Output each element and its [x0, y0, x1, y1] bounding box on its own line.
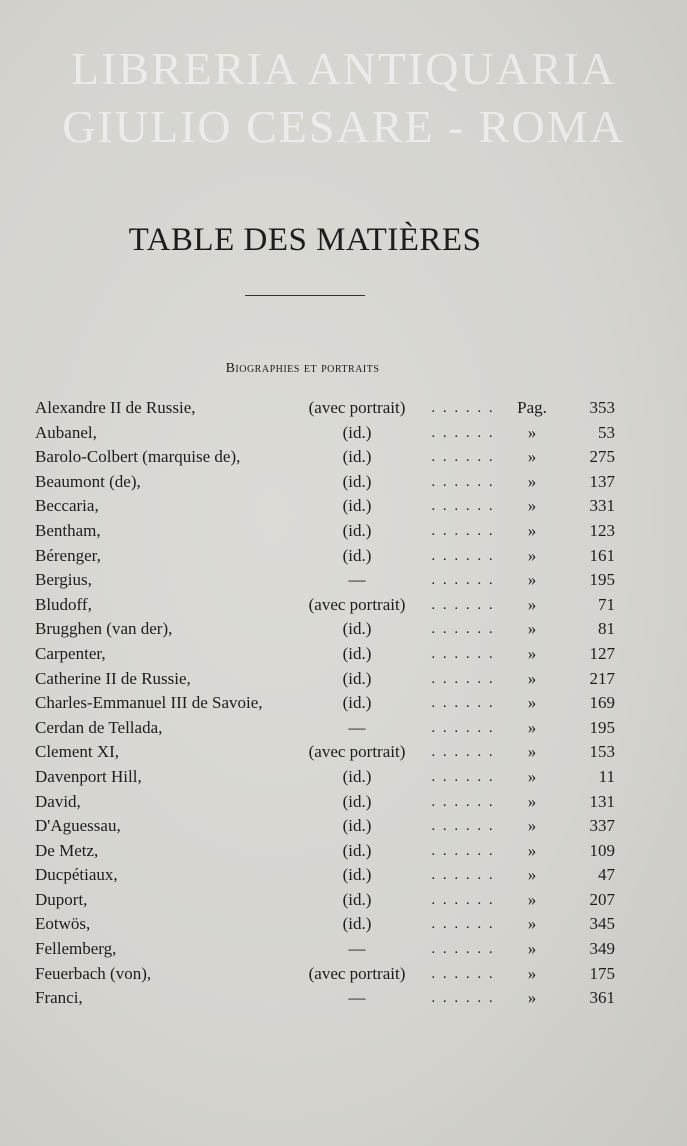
entry-name: Beaumont (de),	[35, 471, 141, 491]
page-number: 153	[589, 742, 615, 762]
page-ref-marker: »	[527, 643, 537, 663]
toc-entry	[35, 765, 615, 790]
entry-name: Davenport Hill,	[35, 766, 142, 786]
page-title: TABLE DES MATIÈRES	[128, 222, 482, 258]
entry-note: (id.)	[342, 816, 372, 836]
leader-dots: . . . . . .	[431, 670, 495, 687]
leader-dots: . . . . . .	[431, 891, 495, 908]
page-ref-marker: »	[527, 988, 537, 1008]
entry-note: (id.)	[342, 791, 372, 811]
leader-dots: . . . . . .	[431, 842, 495, 859]
page-ref-marker: »	[527, 668, 537, 688]
entry-note: (avec portrait)	[308, 742, 406, 762]
watermark	[20, 40, 667, 156]
page-ref-marker: »	[527, 791, 537, 811]
page-number: 337	[589, 816, 615, 836]
entry-note: (id.)	[342, 447, 372, 467]
entry-name: Brugghen (van der),	[35, 619, 173, 639]
entry-note: —	[348, 988, 366, 1008]
entry-note: (id.)	[342, 619, 372, 639]
page-ref-marker: »	[527, 496, 537, 516]
page-ref-marker: »	[527, 766, 537, 786]
toc-entry	[35, 667, 615, 692]
entry-name: Charles-Emmanuel III de Savoie,	[35, 693, 263, 713]
entry-note: —	[348, 717, 366, 737]
page-ref-marker: »	[527, 840, 537, 860]
page-ref-marker: »	[527, 889, 537, 909]
entry-note: (avec portrait)	[308, 398, 406, 417]
page-ref-marker: »	[527, 816, 537, 836]
page-ref-marker: »	[527, 619, 537, 639]
entry-note: (id.)	[342, 693, 372, 713]
toc-entry	[35, 445, 615, 470]
entry-note: (id.)	[342, 422, 372, 442]
page-ref-marker: »	[527, 447, 537, 467]
entry-name: Alexandre II de Russie,	[35, 398, 196, 417]
leader-dots: . . . . . .	[431, 744, 495, 761]
entry-note: (id.)	[342, 471, 372, 491]
entry-note: (id.)	[342, 496, 372, 516]
page-number: 131	[589, 791, 615, 811]
toc-entry	[35, 863, 615, 888]
entry-note: (id.)	[342, 889, 372, 909]
entry-name: De Metz,	[35, 840, 99, 860]
entry-name: D'Aguessau,	[35, 816, 121, 836]
page-ref-marker: Pag.	[517, 398, 547, 417]
page-ref-marker: »	[527, 471, 537, 491]
toc-entry	[35, 593, 615, 618]
toc-entry	[35, 568, 615, 593]
page-number: 195	[589, 570, 615, 590]
page-ref-marker: »	[527, 570, 537, 590]
leader-dots: . . . . . .	[431, 645, 495, 662]
title-divider	[245, 295, 365, 296]
toc-entry	[35, 962, 615, 987]
entry-note: (id.)	[342, 545, 372, 565]
leader-dots: . . . . . .	[431, 572, 495, 589]
page-ref-marker: »	[527, 594, 537, 614]
watermark-line: GIULIO CESARE - ROMA	[62, 101, 625, 152]
toc-entry	[35, 740, 615, 765]
leader-dots: . . . . . .	[431, 522, 495, 539]
leader-dots: . . . . . .	[431, 547, 495, 564]
toc-entry	[35, 888, 615, 913]
leader-dots: . . . . . .	[431, 941, 495, 958]
entry-note: (id.)	[342, 914, 372, 934]
leader-dots: . . . . . .	[431, 818, 495, 835]
entry-name: Ducpétiaux,	[35, 865, 118, 885]
entry-name: David,	[35, 791, 81, 811]
toc-entry	[35, 642, 615, 667]
page-number: 161	[589, 545, 615, 565]
entry-note: (id.)	[342, 668, 372, 688]
entry-name: Franci,	[35, 988, 83, 1008]
entry-name: Duport,	[35, 889, 88, 909]
page-number: 137	[589, 471, 615, 491]
page-number: 349	[589, 939, 615, 959]
toc-entry	[35, 691, 615, 716]
toc-entry	[35, 986, 615, 1011]
entry-name: Bentham,	[35, 520, 101, 540]
page-ref-marker: »	[527, 963, 537, 983]
page-number: 123	[589, 520, 615, 540]
entry-note: —	[348, 570, 366, 590]
page-number: 275	[589, 447, 615, 467]
page-ref-marker: »	[527, 742, 537, 762]
entry-name: Barolo-Colbert (marquise de),	[35, 447, 241, 467]
leader-dots: . . . . . .	[431, 621, 495, 638]
entry-note: (id.)	[342, 643, 372, 663]
page-number: 195	[589, 717, 615, 737]
page-number: 109	[589, 840, 615, 860]
page-number: 127	[589, 643, 615, 663]
page-number: 331	[589, 496, 615, 516]
page-ref-marker: »	[527, 939, 537, 959]
toc-entry	[35, 519, 615, 544]
entry-note: (avec portrait)	[308, 594, 406, 614]
page-number: 169	[589, 693, 615, 713]
page-number: 11	[598, 766, 615, 786]
page-ref-marker: »	[527, 865, 537, 885]
toc-entry	[35, 790, 615, 815]
toc-entry	[35, 716, 615, 741]
toc-entry	[35, 544, 615, 569]
page-number: 217	[589, 668, 615, 688]
entry-note: (id.)	[342, 865, 372, 885]
page-number: 353	[589, 398, 615, 417]
entry-name: Catherine II de Russie,	[35, 668, 191, 688]
entry-name: Fellemberg,	[35, 939, 117, 959]
entry-note: (id.)	[342, 520, 372, 540]
toc-entry	[35, 494, 615, 519]
leader-dots: . . . . . .	[431, 473, 495, 490]
leader-dots: . . . . . .	[431, 424, 495, 441]
entry-name: Feuerbach (von),	[35, 963, 152, 983]
entry-name: Clement XI,	[35, 742, 120, 762]
entry-name: Carpenter,	[35, 643, 106, 663]
entry-name: Eotwös,	[35, 914, 91, 934]
page-ref-marker: »	[527, 545, 537, 565]
entry-name: Bludoff,	[35, 594, 92, 614]
entry-name: Cerdan de Tellada,	[35, 717, 163, 737]
leader-dots: . . . . . .	[431, 695, 495, 712]
page-number: 53	[598, 422, 615, 442]
entry-note: (avec portrait)	[308, 963, 406, 983]
toc-entry	[35, 396, 615, 421]
leader-dots: . . . . . .	[431, 916, 495, 933]
entry-name: Aubanel,	[35, 422, 97, 442]
page-ref-marker: »	[527, 717, 537, 737]
leader-dots: . . . . . .	[431, 719, 495, 736]
toc-entry	[35, 421, 615, 446]
leader-dots: . . . . . .	[431, 768, 495, 785]
section-heading: Biographies et portraits	[225, 361, 380, 376]
page-ref-marker: »	[527, 520, 537, 540]
page-number: 175	[589, 963, 615, 983]
table-of-contents	[35, 396, 615, 1011]
entry-note: —	[348, 939, 366, 959]
watermark-line: LIBRERIA ANTIQUARIA	[70, 43, 617, 94]
toc-entry	[35, 470, 615, 495]
leader-dots: . . . . . .	[431, 990, 495, 1007]
toc-entry	[35, 912, 615, 937]
toc-entry	[35, 937, 615, 962]
page-number: 47	[598, 865, 615, 885]
toc-entry	[35, 814, 615, 839]
leader-dots: . . . . . .	[431, 449, 495, 466]
page-number: 207	[589, 889, 615, 909]
leader-dots: . . . . . .	[431, 965, 495, 982]
entry-name: Beccaria,	[35, 496, 99, 516]
page-number: 81	[598, 619, 615, 639]
page-number: 345	[589, 914, 615, 934]
toc-entry	[35, 839, 615, 864]
entry-name: Bergius,	[35, 570, 92, 590]
leader-dots: . . . . . .	[431, 400, 495, 416]
toc-entry	[35, 617, 615, 642]
page-ref-marker: »	[527, 914, 537, 934]
page-number: 361	[589, 988, 615, 1008]
leader-dots: . . . . . .	[431, 867, 495, 884]
page-ref-marker: »	[527, 422, 537, 442]
leader-dots: . . . . . .	[431, 498, 495, 515]
entry-note: (id.)	[342, 766, 372, 786]
page-number: 71	[598, 594, 615, 614]
entry-name: Bérenger,	[35, 545, 101, 565]
leader-dots: . . . . . .	[431, 793, 495, 810]
page-ref-marker: »	[527, 693, 537, 713]
leader-dots: . . . . . .	[431, 596, 495, 613]
entry-note: (id.)	[342, 840, 372, 860]
